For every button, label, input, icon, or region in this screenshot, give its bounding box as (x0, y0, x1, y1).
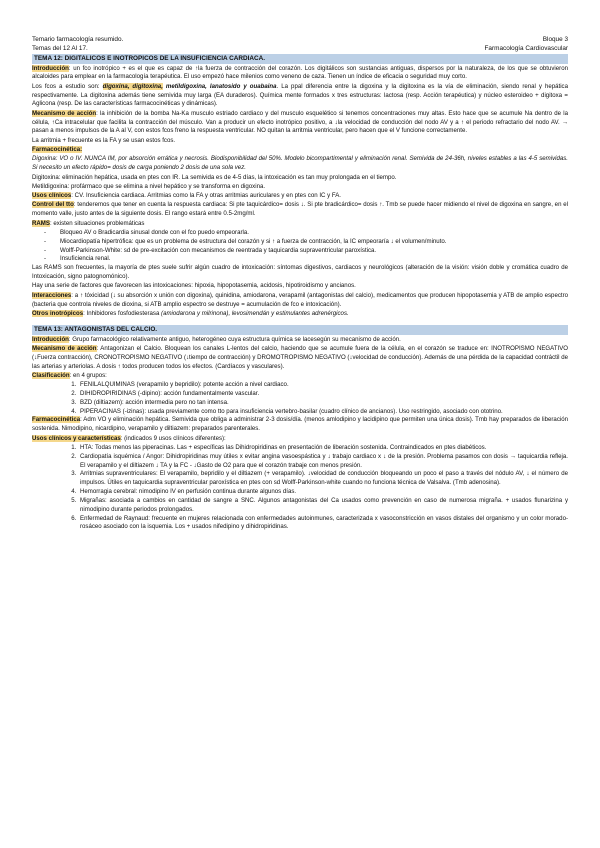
fcc-digoxina: Digoxina: VO o IV. NUNCA IM, por absorción errática y necrosis. Biodisponibilidad del 50%. Modelo bicompartimental y eliminación renal. Semivida de 24-36h, niveles estables a las 4-5 semividas. Si necesito un efecto rápido= dosis de carga poniendo 2 dosis de una sola vez. (32, 155, 568, 172)
paragraph-clasificacion (32, 372, 568, 381)
header-subject: Farmacología Cardiovascular (484, 44, 568, 52)
label-mecanismo: Mecanismo de acción (32, 109, 97, 117)
paragraph-mecanismo (32, 110, 568, 136)
paragraph-intro-13 (32, 336, 568, 345)
label-usos: Usos clínicos (32, 192, 72, 200)
list-item: 1. HTA: Todas menos las piperacinas. Las + específicas las Dihidropiridinas en presentación de liberación sostenida. Contraindicados en ptes diabéticos. (78, 444, 568, 453)
paragraph-farmacocinetica-13 (32, 416, 568, 434)
paragraph-digoxina (32, 155, 568, 173)
paragraph-farmacocinetica-label (32, 146, 568, 155)
paragraph-otros (32, 310, 568, 319)
inter-text: : a ↑ tóxicidad (↓ su absorción x unión con digoxina), quinidina, amiodarona, verapamil (antagonistas del calcio), medicamentos que producen hipopotasemia y ATB de amplio espectro (bacteria que controla niveles de dioxina, si ATB amplio espectro se destruye = acumulación de fco e intoxicación). (32, 291, 568, 308)
header-block: Bloque 3 (542, 36, 568, 43)
paragraph-rams (32, 220, 568, 229)
section-title-tema12: TEMA 12: DIGITALICOS E INOTROPICOS DE LA INSUFICIENCIA CARDIACA. (32, 54, 568, 63)
usos-text-13: : (indicados 9 usos clínicos diferentes): (120, 434, 226, 442)
paragraph-control (32, 201, 568, 219)
list-item: - Bloqueo AV o Bradicardia sinusal donde con el fco puedo empeorarla. (60, 229, 568, 238)
list-item: - Miocardiopatía hipertrófica: que es un problema de estructura del corazón y si ↑ a fuerza de contracción, la IC empeoraría ↓ el volumen/minuto. (60, 238, 568, 247)
paragraph-mecanismo-13 (32, 345, 568, 371)
paragraph-usos (32, 192, 568, 201)
fcos-post: . La ppal diferencia entre la digoxina y la digitoxina es la vía de eliminación, siendo renal y hepática respectivamente. La digitoxina además tiene semivida muy larga (EA duraderos). Química mente formados x tres estructuras: lactosa (resp. Acción terapéutica) y núcleo esteroideo + digitoxa = Aglicona (resp. De las características farmacocinéticas y dinámicas). (32, 82, 568, 108)
paragraph-metildigoxina: Metildigoxina: profármaco que se elimina a nivel hepático y se transforma en digoxina. (32, 182, 266, 190)
page-header (32, 36, 568, 53)
header-course-title: Temario farmacología resumido. (32, 36, 124, 43)
paragraph-digitoxina: Digitoxina: eliminación hepática, usada en ptes con IR. La semivida es de 4-5 días, la intoxicación es tan muy prolongada en el tiempo. (32, 173, 397, 181)
otros-italic: (amiodarona y milrinona), levosimendán y estimulantes adrenérgicos. (161, 309, 349, 317)
label-farmacocinetica-13: Farmacocinética (32, 416, 81, 424)
header-topics: Temas del 12 Al 17. (32, 44, 88, 52)
label-otros-inotropicos: Otros inotrópicos (32, 309, 84, 317)
list-item: 2. DIHIDROPIRIDINAS (-dipino): acción fundamentalmente vascular. (78, 390, 568, 399)
list-item: 3. BZD (diltiazem): acción intermedia pero no tan intensa. (78, 399, 568, 408)
label-mecanismo-13: Mecanismo de acción (32, 344, 97, 352)
list-item: - Wolff-Parkinson-White: sd de pre-excitación con mecanismos de reentrada y taquicardia supraventricular paroxística. (60, 247, 568, 256)
paragraph-factores: Hay una serie de factores que favorecen las intoxicaciones: hipoxia, hipopotasemia, acidosis, hipotiroidismo y ancianos. (32, 282, 356, 290)
list-item: 2. Cardiopatía isquémica / Angor: Dihidropiridinas muy útiles x evitar angina vasoespástica y ↓ trabajo cardiaco x ↓ de la presión. Problema pasamos con dosis → taquicardia refleja. El verapamilo y el diltiazem ↓ TA y la FC - ↓Gasto de O2 para que el corazón trabaje con menos presión. (78, 453, 568, 471)
paragraph-interacciones (32, 292, 568, 310)
label-introduccion-13: Introducción (32, 335, 69, 343)
mech-text: : la inhibición de la bomba Na-Ka musculo estriado cardiaco y del musculo esquelético si tenemos concentraciones muy altas. Esto hace que se acumule Na dentro de la célula, ↑Ca intracelular que facilita la contracción del músculo. Van a producir un efecto inotrópico positivo, a ↓la velocidad de conducción del nodo AV y a ↑ el periodo refractario del nodo AV. → pasan a menos impulsos de la A al V, con estos fcos freno la respuesta ventricular. NO quitan la arritmia ventricular, pero hacen que el V funcione correctamente. (32, 109, 568, 135)
clasificacion-list (32, 381, 568, 416)
fcos-pre: Los fcos a estudio son: (32, 82, 103, 90)
list-item: 1. FENILALQUIMINAS (verapamilo y bepridilo): potente acción a nivel cardiaco. (78, 381, 568, 390)
mech-text-13: : Antagonizan el Calcio. Bloquean los canales L-lentos del calcio, haciendo que se acumule fuera de la célula, en el corazón se traduce en: INOTROPISMO NEGATIVO (↓Fuerza contracción), CRONOTROPISMO NEGATIVO (↓tiempo de contracción) y DROMOTROPISMO NEGATIVO (↓velocidad de conducción). Además de una pérdida de la capacidad contráctil de las arterias y arteriolas. A dosis ↑ todos producen todos los efectos. (Cardíacos y vasculares). (32, 344, 568, 370)
label-interacciones: Interacciones (32, 291, 72, 299)
fcos-italic: metildigoxina, lanatosido y ouabaina (162, 82, 277, 90)
label-control: Control del tto (32, 201, 74, 209)
fcos-highlight: digoxina, digitoxina, (102, 82, 163, 90)
intro-text-13: : Grupo farmacológico relativamente antiguo, heterogéneo cuya estructura química se lacesegún su mecanismo de acción. (68, 335, 401, 343)
paragraph-rams-frecuentes: Las RAMS son frecuentes, la mayoría de ptes suele sufrir algún cuadro de intoxicación: síntomas digestivos, cardiacos y neurológicos (alteración de la visión: visión doble y cromática cuadro de Intoxicación, signo patognomónico). (32, 264, 568, 281)
label-clasificacion: Clasificación (32, 371, 70, 379)
rams-list (32, 229, 568, 264)
section-title-tema13: TEMA 13: ANTAGONISTAS DEL CALCIO. (32, 325, 568, 334)
paragraph-arritmia: La arritmia + frecuente es la FA y se usan estos fcos. (32, 136, 176, 144)
usos-text: : CV. Insuficiencia cardiaca. Arritmias como la FA y otras arritmias auriculares y en ptes con IC y FA. (71, 192, 341, 200)
otros-text: : Inhibidores fosfodiesterasa (83, 309, 162, 317)
header-right (485, 36, 568, 53)
paragraph-fcos (32, 83, 568, 109)
list-item: 3. Arritmias supraventriculares: El verapamilo, bepridilo y el diltiazem (+ verapamilo). ↓velocidad de conducción bloqueando un poco el paso a través del nódulo AV, ↓ el número de impulsos. Útiles en taquicardia supraventricular paroxística en ptes con sd Wolff-Parkinson-white cuando no funciona técnica de Valsalva. (Tmb adenosina). (78, 470, 568, 488)
clas-text: : en 4 grupos: (69, 371, 107, 379)
rams-text: : existen situaciones problemáticas (49, 219, 145, 227)
ctrl-text: : tenderemos que tener en cuenta la respuesta cardiaca: Si pte taquicárdico= dosis ↓. Si pte bradicárdico= dosis ↑. Tmb se puede hacer midiendo el nivel de digoxina en sangre, en el momento valle, justo antes de la siguiente dosis. El rango estará entre 0.5-2mg/ml. (32, 201, 568, 218)
intro-text: : un fco inotrópico + es el que es capaz de ↑la fuerza de contracción del corazón. Los digitálicos son sustancias antiguas, dispersos por la naturaleza, de los que se obtuvieron alcaloides para emplear en la farmacología terapéutica. El uso empezó hace milenios como veneno de caza. Tienen un índice de eficacia o seguridad muy corto. (32, 64, 568, 81)
label-usos-13: Usos clínicos y características (32, 434, 121, 442)
paragraph-usos-13 (32, 435, 568, 444)
header-left (32, 36, 123, 53)
list-item: 6. Enfermedad de Raynaud: frecuente en mujeres relacionada con enfermedades autoinmunes, caracterizada x vasoconstricción en vasos distales del organismo y un color morado-rosáceo asociado con la isquemia. Los + usados nifedipino y dihidropiridinas. (78, 515, 568, 533)
fcc-text-13: : Adm VO y eliminación hepática. Semivida que obliga a administrar 2-3 dosis/día. (menos amlodipino y lacidipino que permiten una única dosis). Tmb hay preparados de liberación sostenida. Nimodipino, nicardipino, verapamilo y diltiazem: preparados parenterales. (32, 416, 568, 433)
label-introduccion: Introducción (32, 64, 69, 72)
list-item: - Insuficiencia renal. (60, 255, 568, 264)
paragraph-intro (32, 65, 568, 83)
label-rams: RAMS (32, 219, 50, 227)
usos-list (32, 444, 568, 532)
label-farmacocinetica: Farmacocinética: (32, 146, 83, 154)
list-item: 5. Migrañas: asociada a cambios en cantidad de sangre a SNC. Algunos antagonistas del Ca usados como prevención en caso de numerosa migraña. + usados flunarizina y nimodipino durante periodos prolongados. (78, 497, 568, 515)
list-item: 4. Hemorragia cerebral: nimodipino IV en perfusión continua durante algunos días. (78, 488, 568, 497)
list-item: 4. PIPERACINAS (-izinas): usada previamente como tto para insuficiencia vertebro-basilar (cuadro clínico de ancianos). Uso restringido, asociado con ototrino. (78, 408, 568, 417)
